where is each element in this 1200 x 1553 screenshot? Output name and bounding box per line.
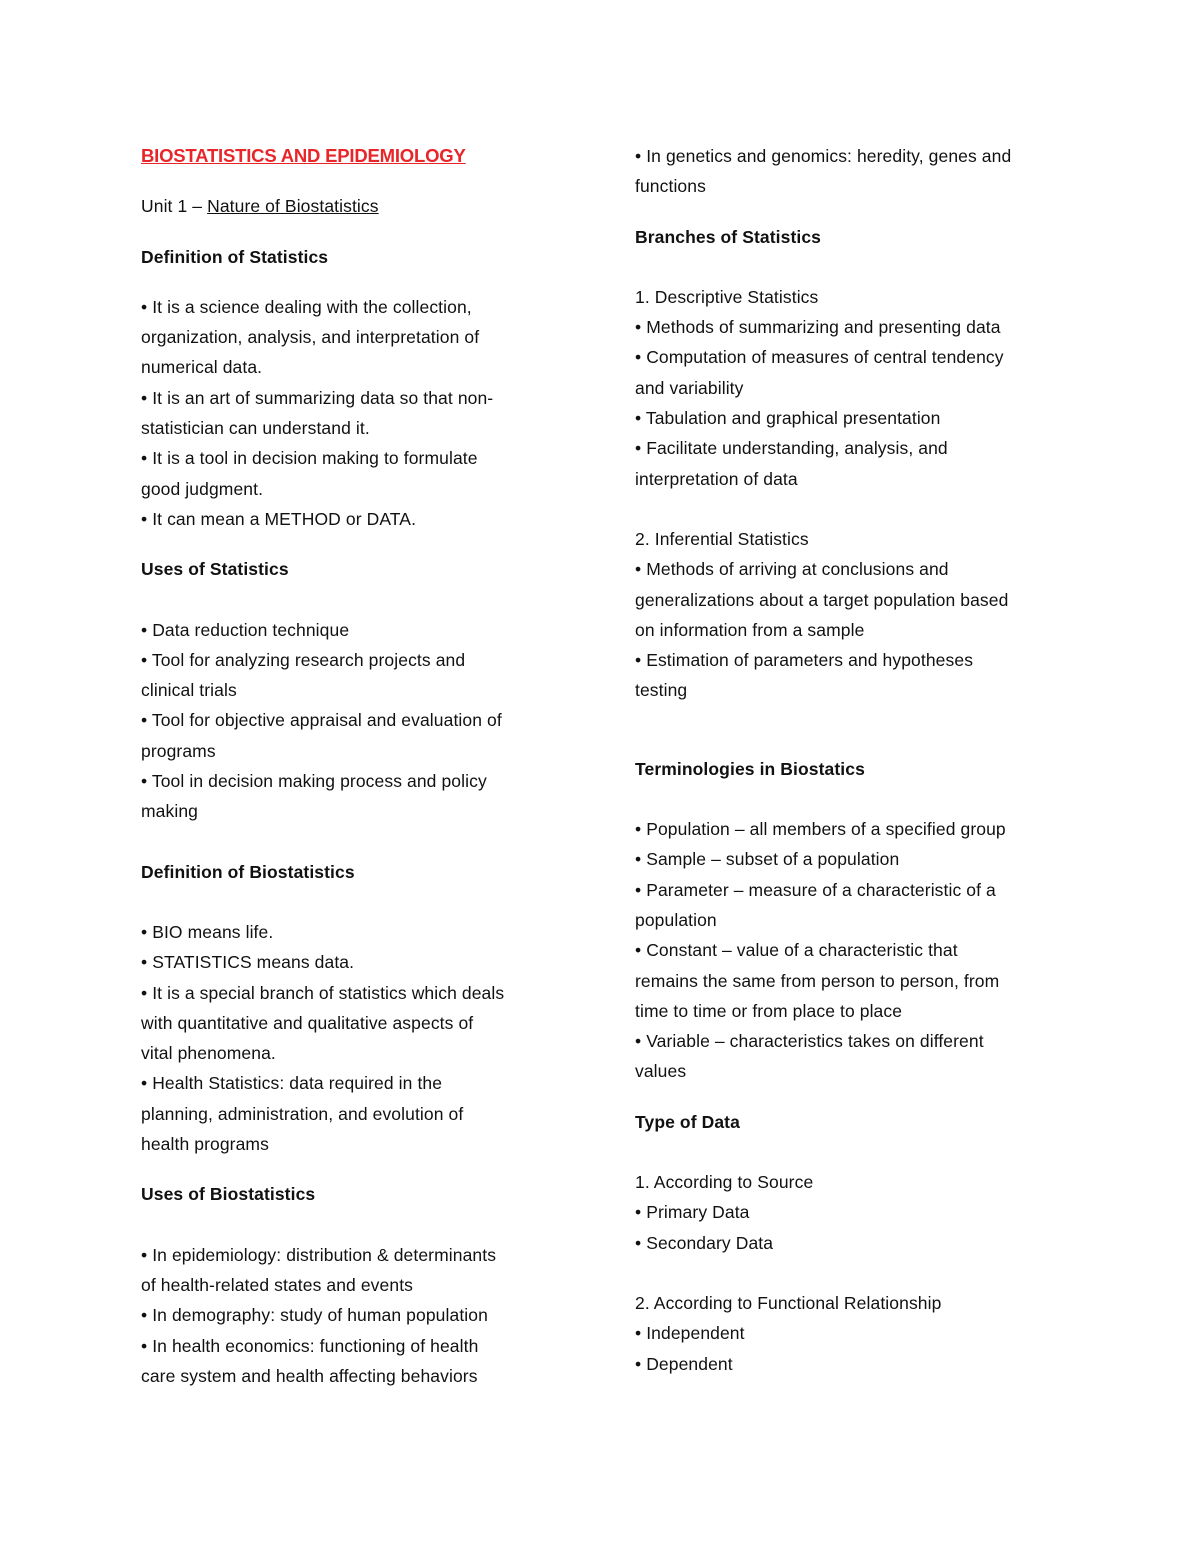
text-line: • Population – all members of a specified group bbox=[635, 819, 1006, 840]
text-line: functions bbox=[635, 176, 706, 197]
text-line: and variability bbox=[635, 377, 744, 398]
text-line: with quantitative and qualitative aspects of bbox=[141, 1012, 474, 1033]
text-line: good judgment. bbox=[141, 478, 264, 499]
text-line: • Computation of measures of central tendency bbox=[635, 347, 1004, 368]
spacer bbox=[635, 252, 1065, 282]
text-line: interpretation of data bbox=[635, 468, 798, 489]
spacer bbox=[141, 171, 561, 191]
spacer bbox=[635, 1258, 1065, 1288]
text-line: • It is a special branch of statistics which deals bbox=[141, 982, 505, 1003]
text-line: planning, administration, and evolution of bbox=[141, 1103, 464, 1124]
left-column bbox=[141, 141, 561, 1391]
text-line: • In epidemiology: distribution & determinants bbox=[141, 1244, 497, 1265]
unit-line bbox=[141, 191, 561, 221]
spacer bbox=[141, 1159, 561, 1179]
text-line: values bbox=[635, 1061, 687, 1082]
text-line: • Facilitate understanding, analysis, and bbox=[635, 438, 948, 459]
spacer bbox=[635, 494, 1065, 524]
text-line: • Primary Data bbox=[635, 1202, 750, 1223]
text-line: clinical trials bbox=[141, 680, 237, 701]
text-line: population bbox=[635, 909, 717, 930]
section-heading-definition-of-biostatistics: Definition of Biostatistics bbox=[141, 861, 355, 882]
text-line: • Methods of arriving at conclusions and bbox=[635, 559, 949, 580]
text-line: • Parameter – measure of a characteristic of a bbox=[635, 879, 996, 900]
text-line: 2. According to Functional Relationship bbox=[635, 1292, 942, 1313]
text-line: • In health economics: functioning of health bbox=[141, 1335, 479, 1356]
text-line: • Variable – characteristics takes on different bbox=[635, 1031, 984, 1052]
text-line: • It can mean a METHOD or DATA. bbox=[141, 508, 417, 529]
text-line: vital phenomena. bbox=[141, 1043, 276, 1064]
section-heading-uses-of-biostatistics: Uses of Biostatistics bbox=[141, 1184, 316, 1205]
text-line: • Health Statistics: data required in the bbox=[141, 1073, 443, 1094]
document-title: BIOSTATISTICS AND EPIDEMIOLOGY bbox=[141, 145, 466, 166]
text-line: • BIO means life. bbox=[141, 921, 274, 942]
text-line: organization, analysis, and interpretation of bbox=[141, 327, 480, 348]
section-heading-terminologies: Terminologies in Biostatics bbox=[635, 758, 865, 779]
spacer bbox=[141, 1210, 561, 1240]
text-line: making bbox=[141, 801, 199, 822]
text-line: generalizations about a target population based bbox=[635, 589, 1009, 610]
text-line: • Tool for analyzing research projects and bbox=[141, 649, 466, 670]
text-line: remains the same from person to person, from bbox=[635, 970, 1000, 991]
text-line: • Methods of summarizing and presenting data bbox=[635, 317, 1001, 338]
text-line: of health-related states and events bbox=[141, 1274, 414, 1295]
text-line: • It is a tool in decision making to formulate bbox=[141, 448, 478, 469]
unit-name: Nature of Biostatistics bbox=[207, 196, 379, 217]
spacer bbox=[635, 706, 1065, 754]
text-line: 1. Descriptive Statistics bbox=[635, 286, 819, 307]
spacer bbox=[635, 1137, 1065, 1167]
spacer bbox=[141, 827, 561, 857]
text-line: care system and health affecting behaviors bbox=[141, 1365, 478, 1386]
text-line: • It is an art of summarizing data so that non- bbox=[141, 387, 494, 408]
text-line: • Constant – value of a characteristic that bbox=[635, 940, 958, 961]
text-line: • In demography: study of human population bbox=[141, 1305, 488, 1326]
spacer bbox=[635, 784, 1065, 814]
text-line: health programs bbox=[141, 1134, 269, 1155]
spacer bbox=[141, 585, 561, 615]
text-line: • STATISTICS means data. bbox=[141, 952, 355, 973]
spacer bbox=[635, 202, 1065, 222]
text-line: • Tool in decision making process and policy bbox=[141, 771, 487, 792]
section-heading-uses-of-statistics: Uses of Statistics bbox=[141, 559, 289, 580]
text-line: 1. According to Source bbox=[635, 1172, 814, 1193]
text-line: programs bbox=[141, 740, 216, 761]
unit-prefix: Unit 1 – bbox=[141, 196, 208, 217]
text-line: • Dependent bbox=[635, 1353, 733, 1374]
spacer bbox=[141, 272, 561, 292]
text-line: statistician can understand it. bbox=[141, 418, 370, 439]
text-line: • Data reduction technique bbox=[141, 619, 350, 640]
text-line: • Estimation of parameters and hypotheses bbox=[635, 650, 974, 671]
text-line: time to time or from place to place bbox=[635, 1000, 903, 1021]
spacer bbox=[635, 1087, 1065, 1107]
text-line: numerical data. bbox=[141, 357, 263, 378]
spacer bbox=[141, 534, 561, 554]
text-line: • Tool for objective appraisal and evaluation of bbox=[141, 710, 502, 731]
spacer bbox=[141, 222, 561, 242]
spacer bbox=[141, 887, 561, 917]
text-line: • It is a science dealing with the collection, bbox=[141, 296, 472, 317]
text-line: testing bbox=[635, 680, 688, 701]
section-heading-branches-of-statistics: Branches of Statistics bbox=[635, 226, 822, 247]
text-line: • In genetics and genomics: heredity, genes and bbox=[635, 146, 1012, 166]
right-column bbox=[635, 141, 1065, 1379]
text-line: • Sample – subset of a population bbox=[635, 849, 900, 870]
section-heading-type-of-data: Type of Data bbox=[635, 1111, 740, 1132]
text-line: 2. Inferential Statistics bbox=[635, 528, 809, 549]
text-line: • Secondary Data bbox=[635, 1232, 774, 1253]
text-line: on information from a sample bbox=[635, 619, 865, 640]
text-line: • Tabulation and graphical presentation bbox=[635, 408, 941, 429]
text-line: • Independent bbox=[635, 1323, 745, 1344]
section-heading-definition-of-statistics: Definition of Statistics bbox=[141, 246, 329, 267]
